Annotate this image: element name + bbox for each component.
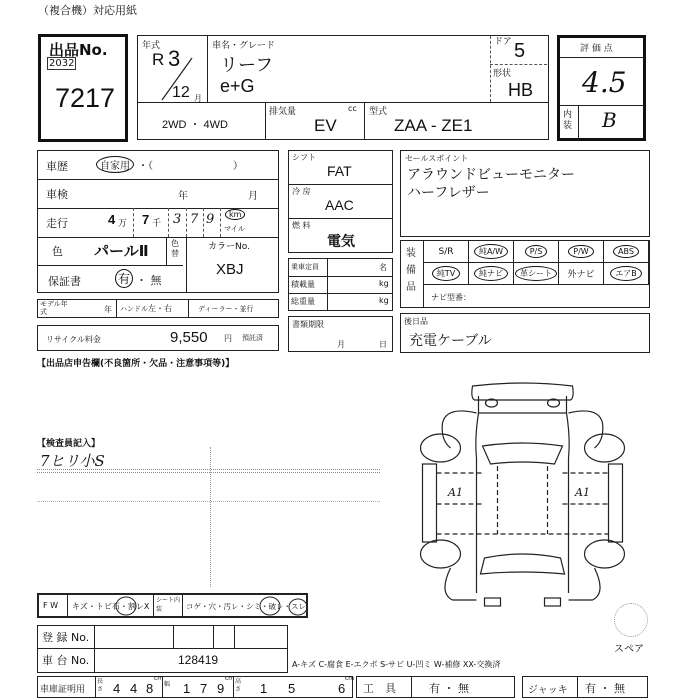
- history-rest: ・（ ）: [138, 161, 243, 172]
- height-digit: 5: [288, 681, 296, 696]
- year-value: 3: [168, 46, 181, 71]
- score-label: 評 価 点: [580, 44, 613, 54]
- model-year-row: [37, 299, 279, 318]
- equipment-item: [514, 241, 559, 263]
- inspector-note: 7ヒリ小S: [40, 452, 105, 470]
- history-label: 車歴: [46, 160, 68, 173]
- recycle-row: [37, 325, 279, 351]
- model-year-label: モデル年式: [40, 300, 68, 316]
- tools-value: 有 ・ 無: [429, 682, 469, 695]
- load-label: 積載量: [291, 280, 315, 289]
- name-label: 車名・グレード: [212, 41, 276, 51]
- lot-sub: 2032: [49, 58, 75, 69]
- shape: HB: [508, 80, 534, 100]
- drive-type: 2WD ・ 4WD: [162, 119, 228, 131]
- model-label: 型式: [369, 107, 388, 117]
- spare-label: スペア: [614, 644, 644, 655]
- lot-box: [38, 34, 128, 142]
- equipment-item-label: 外ナビ: [567, 270, 595, 280]
- model-code: ZAA - ZE1: [394, 116, 473, 135]
- year-era: R: [152, 50, 165, 69]
- damage-legend: A-キズ C-腐食 E-エクボ S-サビ U-凹ミ W-補修 XX-交換済: [292, 660, 501, 669]
- displacement: EV: [314, 116, 337, 135]
- sales-point-box: [400, 150, 650, 237]
- later-items-box: [400, 313, 650, 353]
- tools-label: 工 具: [363, 682, 396, 695]
- equipment-box: [400, 240, 650, 308]
- equipment-item-label: P/S: [525, 245, 548, 258]
- width-label: 幅: [164, 681, 171, 688]
- door-label: ドア: [494, 37, 512, 47]
- length-digit: 8: [146, 681, 154, 696]
- equipment-label: 装備品: [406, 248, 416, 293]
- seller-notes-label: 【出品店申告欄(不良箇所・欠品・注意事項等)】: [37, 359, 235, 369]
- mileage-km: km: [225, 209, 245, 220]
- mileage-digit-2: 7: [190, 212, 199, 227]
- equipment-item-label: P/W: [568, 245, 593, 258]
- year-label: 年式: [142, 41, 161, 51]
- colorno-value: XBJ: [216, 261, 244, 278]
- inspector-label: 【検査員記入】: [37, 439, 101, 449]
- cc-unit: cc: [348, 104, 357, 113]
- color-value: パールⅡ: [94, 242, 149, 260]
- recycle-label: リサイクル料金: [46, 335, 101, 344]
- header-note: （複合機）対応用紙: [38, 4, 137, 17]
- month-unit: 月: [194, 94, 202, 103]
- history-value: 自家用: [96, 156, 134, 173]
- gross-unit: kg: [379, 296, 389, 305]
- chassis-number: 128419: [178, 653, 219, 667]
- length-label: 長さ: [97, 678, 104, 693]
- handle-label: ハンドル: [120, 305, 148, 313]
- handle-value: 左・右: [148, 304, 172, 313]
- mileage-digit-1: 3: [173, 212, 182, 227]
- equipment-item: [604, 241, 649, 263]
- documents-block: [288, 316, 393, 352]
- shape-label: 形状: [493, 69, 512, 79]
- chassis-label: 車 台 No.: [42, 654, 90, 667]
- ac-label: 冷 房: [292, 187, 311, 196]
- equipment-item-label: 純ナビ: [474, 266, 508, 281]
- recycle-status: 預託済: [242, 334, 263, 342]
- jack-box: [522, 676, 648, 698]
- garage-row: [37, 676, 353, 698]
- navi-model-label: ナビ型番：: [431, 293, 471, 302]
- dealer-value: ディーラー・並行: [198, 305, 254, 313]
- gross-label: 総重量: [291, 297, 315, 306]
- lot-label: 出品No.: [49, 41, 108, 59]
- mileage-man: 4: [108, 212, 116, 227]
- ac-value: AAC: [325, 197, 354, 213]
- tools-box: [356, 676, 515, 698]
- warranty-no: ・ 無: [136, 274, 162, 287]
- warranty-label: 保証書: [48, 275, 81, 288]
- mileage-sen: 7: [142, 212, 150, 227]
- jack-label: ジャッキ: [528, 685, 568, 696]
- inspection-month: 月: [248, 191, 258, 202]
- lot-number: 7217: [55, 83, 116, 113]
- interior-label: 内装: [563, 110, 573, 131]
- fuel-label: 燃 料: [292, 221, 311, 230]
- interior-grade: B: [602, 108, 617, 132]
- score-box: [557, 35, 646, 141]
- damage-mark-right: A1: [575, 486, 590, 499]
- mileage-man-unit: 万: [118, 219, 128, 229]
- documents-month: 月: [337, 340, 345, 349]
- fuel-value: 電気: [327, 234, 355, 250]
- recycle-amount: 9,550: [170, 329, 208, 346]
- length-digit: 4: [113, 681, 121, 696]
- equipment-item-label: 革シート: [515, 266, 557, 281]
- mileage-mile: マイル: [224, 225, 245, 233]
- spec-block: [288, 150, 393, 253]
- width-digit: 7: [200, 681, 208, 696]
- color-label: 色: [52, 245, 63, 258]
- jack-value: 有 ・ 無: [585, 682, 625, 695]
- documents-day: 日: [379, 340, 387, 349]
- score-value: 4.5: [582, 66, 627, 99]
- seat-items: コゲ・穴・汚レ・シミ・破レ・スレ: [186, 602, 306, 611]
- height-digit: 6: [338, 681, 346, 696]
- equipment-item-label: 純A/W: [474, 244, 508, 259]
- sales-point-line1: アラウンドビューモニター: [407, 167, 575, 183]
- colorno-label: カラーNo.: [208, 242, 250, 252]
- height-label: 高さ: [235, 678, 242, 693]
- car-name: リーフ: [220, 55, 274, 76]
- width-digit: 1: [183, 681, 191, 696]
- seat-label: シート内装: [156, 597, 181, 613]
- equipment-item: [424, 263, 469, 285]
- registration-block: [37, 625, 288, 673]
- equipment-item-label: S/R: [438, 246, 454, 257]
- length-digit: 4: [130, 681, 138, 696]
- car-diagram: [400, 378, 645, 608]
- cm-unit: cm: [345, 675, 355, 682]
- equipment-item-label: エアB: [610, 266, 642, 281]
- capacity-label: 乗車定員: [291, 263, 319, 271]
- car-grade: e+G: [220, 76, 255, 96]
- handwritten-circles: [110, 596, 310, 626]
- fw-label: F W: [43, 601, 59, 610]
- shift-value: FAT: [327, 163, 352, 179]
- fw-items: キズ・トビ石・割レX: [72, 602, 150, 611]
- load-unit: kg: [379, 279, 389, 288]
- equipment-item: [469, 263, 514, 285]
- displacement-label: 排気量: [269, 107, 297, 117]
- registration-label: 登 録 No.: [42, 631, 90, 644]
- inspection-year: 年: [178, 191, 188, 202]
- damage-mark-left: A1: [448, 486, 463, 499]
- shift-label: シフト: [292, 153, 316, 162]
- color-change-label: 色替: [171, 239, 179, 258]
- later-label: 後日品: [404, 317, 428, 326]
- capacity-unit: 名: [379, 263, 387, 272]
- later-value: 充電ケーブル: [409, 333, 492, 349]
- mileage-sen-unit: 千: [152, 219, 162, 229]
- equipment-item: [469, 241, 514, 263]
- warranty-yes: 有: [115, 269, 133, 288]
- garage-label: 車庫証明用: [40, 685, 86, 695]
- capacity-block: [288, 258, 393, 311]
- history-block: [37, 150, 279, 293]
- spare-tire-icon: [614, 603, 648, 637]
- cm-unit: cm: [225, 675, 235, 682]
- equipment-item-label: ABS: [613, 245, 639, 258]
- vehicle-box: [137, 35, 549, 140]
- documents-label: 書類期限: [292, 320, 324, 329]
- equipment-item: [559, 263, 604, 285]
- cm-unit: cm: [154, 675, 164, 682]
- sales-point-line2: ハーフレザー: [407, 185, 490, 201]
- equipment-item: [604, 263, 649, 285]
- equipment-item: [514, 263, 559, 285]
- equipment-item-label: 純TV: [432, 266, 460, 281]
- inspection-label: 車検: [46, 188, 68, 201]
- height-digit: 1: [260, 681, 268, 696]
- year-month: 12: [172, 84, 190, 101]
- equipment-item: [559, 241, 604, 263]
- width-digit: 9: [217, 681, 225, 696]
- doors: 5: [514, 40, 526, 62]
- model-year-unit: 年: [104, 305, 112, 314]
- mileage-digit-3: 9: [206, 212, 215, 227]
- equipment-item: [424, 241, 469, 263]
- recycle-unit: 円: [224, 334, 232, 343]
- mileage-label: 走行: [46, 217, 68, 230]
- sales-point-label: セールスポイント: [405, 154, 469, 163]
